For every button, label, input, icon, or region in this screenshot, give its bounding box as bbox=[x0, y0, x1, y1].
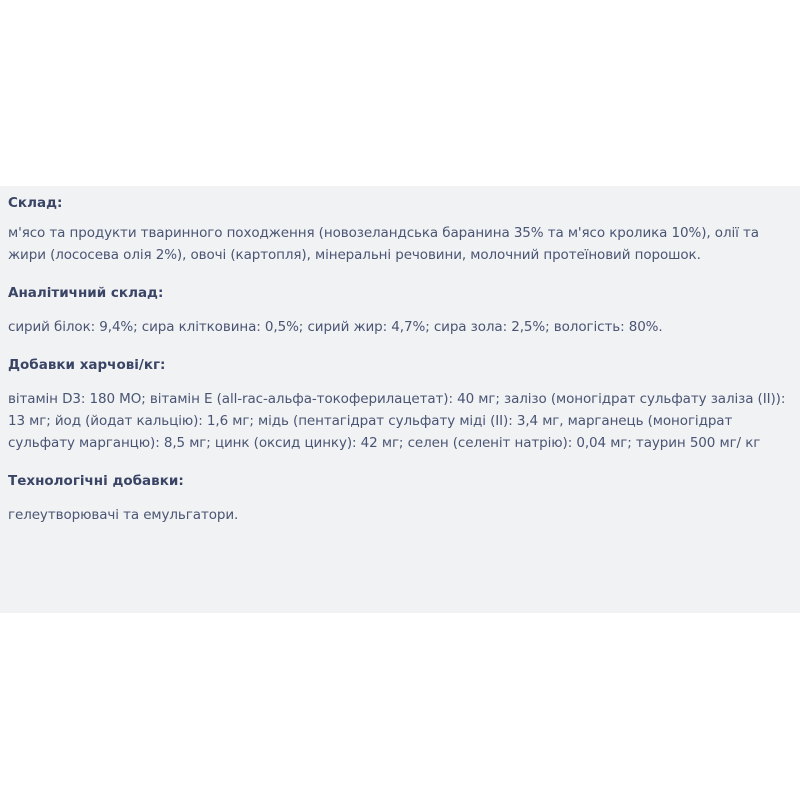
additives-section bbox=[8, 356, 792, 454]
analytical-heading: Аналітичний склад: bbox=[8, 285, 164, 301]
composition-section bbox=[8, 194, 792, 266]
technological-text: гелеутворювачі та емульгатори. bbox=[8, 507, 239, 523]
product-info-panel bbox=[0, 186, 800, 613]
technological-section bbox=[8, 472, 792, 526]
analytical-section bbox=[8, 284, 792, 338]
composition-heading: Склад: bbox=[8, 195, 63, 211]
additives-heading: Добавки харчові/кг: bbox=[8, 357, 166, 373]
composition-text: м'ясо та продукти тваринного походження (новозеландська баранина 35% та м'ясо кролика 10%), олії та жири (лососева олія 2%), овочі (картопля), мінеральні речовини, молочний протеїновий порошок. bbox=[8, 225, 759, 263]
additives-text: вітамін D3: 180 МО; вітамін Е (all-rac-альфа-токоферилацетат): 40 мг; залізо (моногідрат сульфату заліза (II)): 13 мг; йод (йодат кальцію): 1,6 мг; мідь (пентагідрат сульфату міді (II): 3,4 мг, марганець (моногідрат сульфату марганцю): 8,5 мг; цинк (оксид цинку): 42 мг; селен (селеніт натрію): 0,04 мг; таурин 500 мг/ кг bbox=[8, 391, 786, 451]
analytical-text: сирий білок: 9,4%; сира клітковина: 0,5%; сирий жир: 4,7%; сира зола: 2,5%; вологість: 80%. bbox=[8, 319, 663, 335]
technological-heading: Технологічні добавки: bbox=[8, 473, 184, 489]
